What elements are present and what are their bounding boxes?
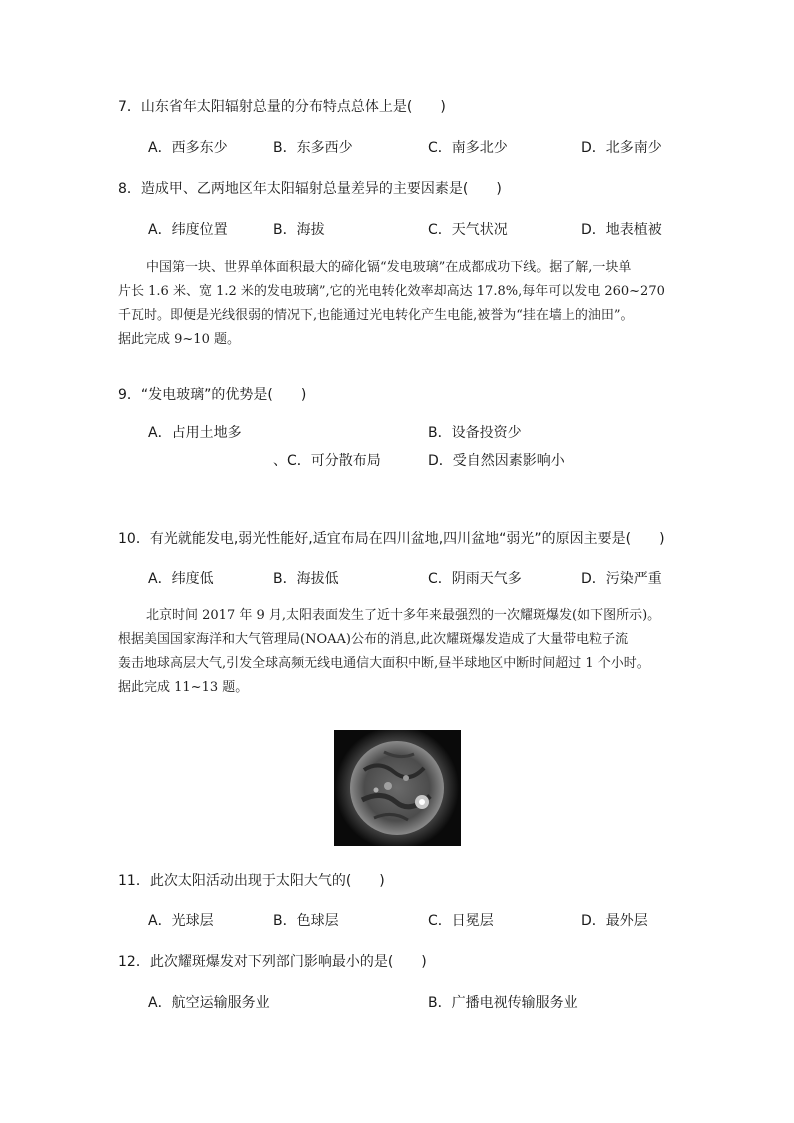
solar-flare-image [334, 730, 461, 846]
question-11-option-c: C．日冕层 [428, 913, 494, 929]
sun-illustration [334, 730, 461, 846]
question-11-option-d: D．最外层 [581, 913, 648, 929]
question-8-option-a: A．纬度位置 [148, 222, 228, 238]
question-7-stem: 7．山东省年太阳辐射总量的分布特点总体上是( ) [118, 99, 446, 115]
passage-2-line-4: 据此完成 11~13 题。 [118, 680, 249, 695]
question-9-option-d: D．受自然因素影响小 [428, 453, 565, 469]
question-11-option-b: B．色球层 [273, 913, 339, 929]
passage-1-line-4: 据此完成 9~10 题。 [118, 332, 240, 347]
question-10-option-c: C．阴雨天气多 [428, 571, 522, 587]
passage-1-line-1: 中国第一块、世界单体面积最大的碲化镉“发电玻璃”在成都成功下线。据了解,一块单 [146, 260, 632, 275]
question-7-option-d: D．北多南少 [581, 140, 662, 156]
passage-2-line-1: 北京时间 2017 年 9 月,太阳表面发生了近十多年来最强烈的一次耀斑爆发(如下图所示)。 [146, 608, 661, 623]
question-12-stem: 12．此次耀斑爆发对下列部门影响最小的是( ) [118, 954, 427, 970]
question-7-option-a: A．西多东少 [148, 140, 228, 156]
question-9-option-a: A．占用土地多 [148, 425, 242, 441]
question-8-option-d: D．地表植被 [581, 222, 662, 238]
question-12-option-a: A．航空运输服务业 [148, 995, 270, 1011]
question-12-option-b: B．广播电视传输服务业 [428, 995, 578, 1011]
question-9-stem: 9．“发电玻璃”的优势是( ) [118, 387, 307, 403]
question-10-option-b: B．海拔低 [273, 571, 339, 587]
passage-2-line-2: 根据美国国家海洋和大气管理局(NOAA)公布的消息,此次耀斑爆发造成了大量带电粒子流 [118, 632, 629, 647]
question-7-option-b: B．东多西少 [273, 140, 353, 156]
question-9-option-c: 、C．可分散布局 [273, 453, 381, 469]
passage-1-line-2: 片长 1.6 米、宽 1.2 米的发电玻璃”,它的光电转化效率却高达 17.8%,每年可以发电 260~270 [118, 284, 665, 299]
question-8-option-c: C．天气状况 [428, 222, 508, 238]
passage-power-glass [118, 256, 690, 352]
question-7-option-c: C．南多北少 [428, 140, 508, 156]
question-11-option-a: A．光球层 [148, 913, 214, 929]
question-11-stem: 11．此次太阳活动出现于太阳大气的( ) [118, 873, 385, 889]
question-10-stem: 10．有光就能发电,弱光性能好,适宜布局在四川盆地,四川盆地“弱光”的原因主要是( ) [118, 531, 665, 547]
question-8-stem: 8．造成甲、乙两地区年太阳辐射总量差异的主要因素是( ) [118, 181, 502, 197]
passage-solar-flare [118, 604, 690, 700]
question-10-option-d: D．污染严重 [581, 571, 662, 587]
question-8-option-b: B．海拔 [273, 222, 325, 238]
passage-1-line-3: 千瓦时。即便是光线很弱的情况下,也能通过光电转化产生电能,被誉为“挂在墙上的油田”。 [118, 308, 634, 323]
question-9-option-b: B．设备投资少 [428, 425, 522, 441]
passage-2-line-3: 轰击地球高层大气,引发全球高频无线电通信大面积中断,昼半球地区中断时间超过 1 个小时。 [118, 656, 650, 671]
question-10-option-a: A．纬度低 [148, 571, 214, 587]
